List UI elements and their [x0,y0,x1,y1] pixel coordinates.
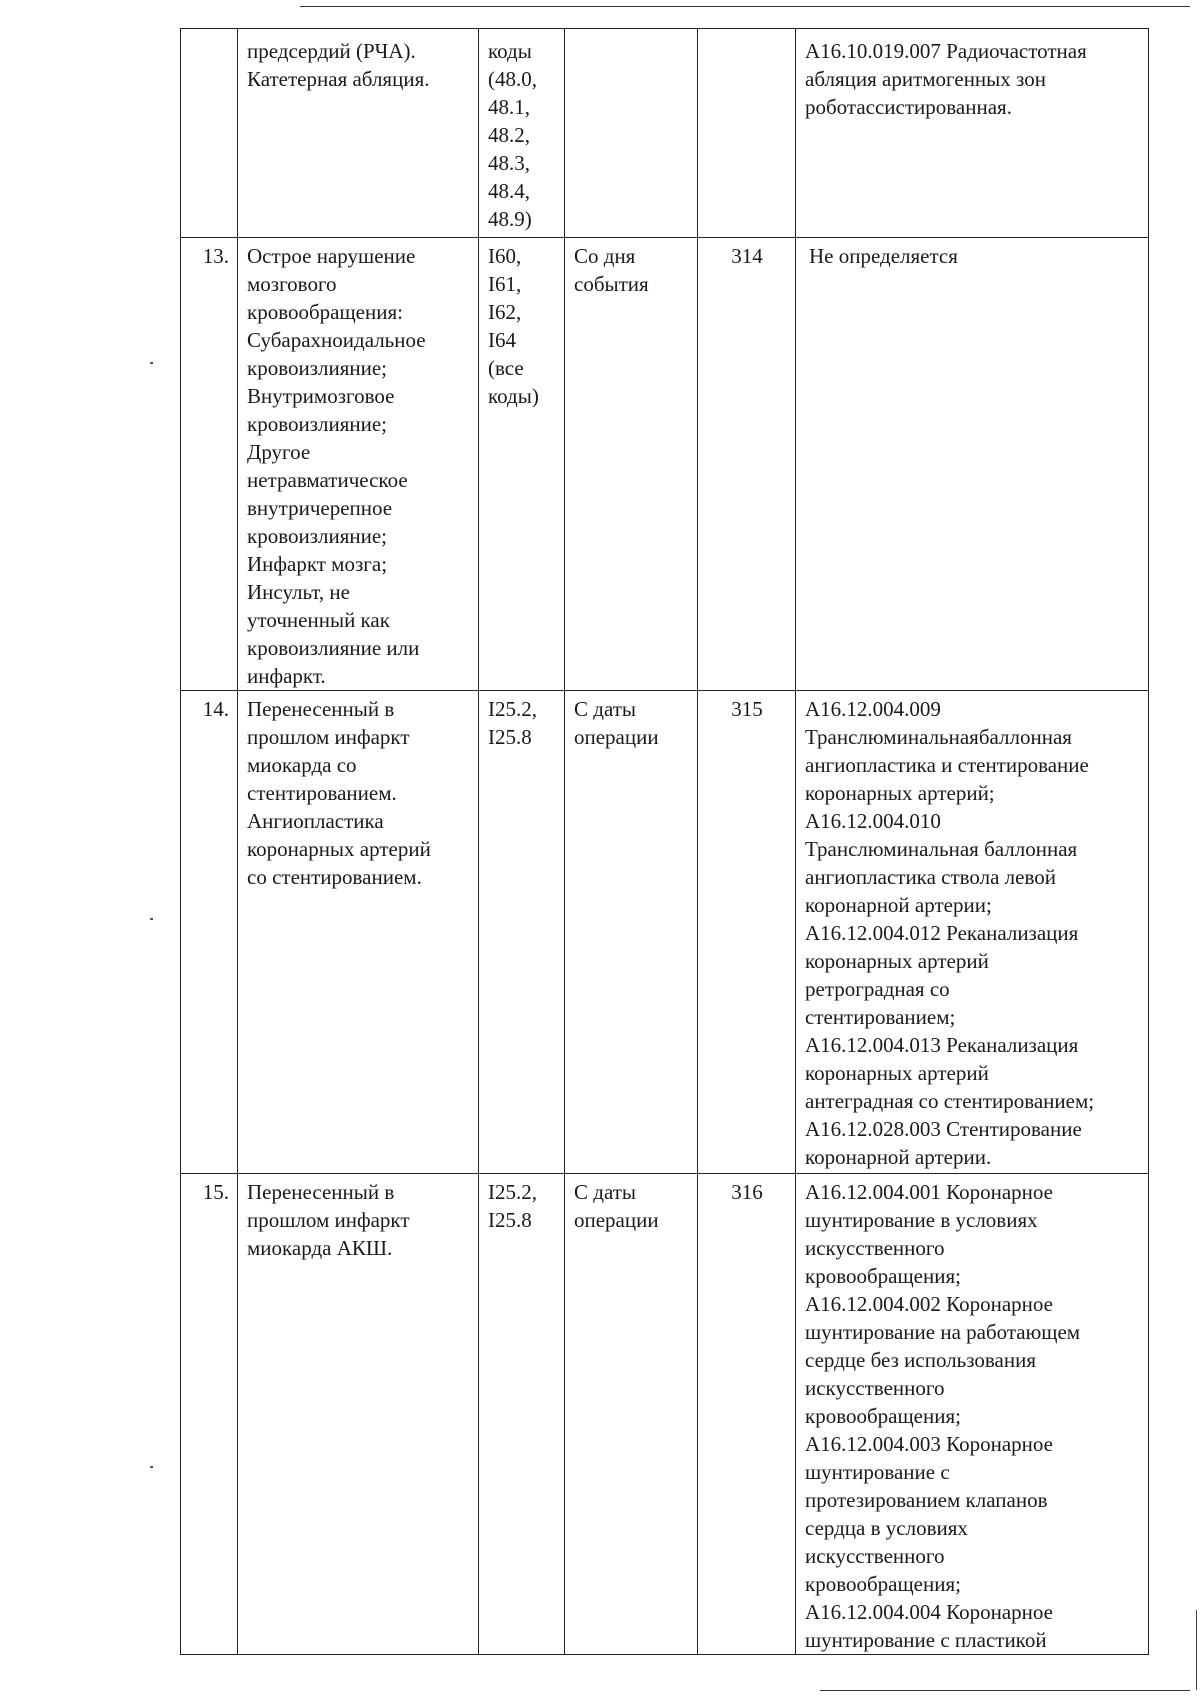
procedures-cell [796,238,1149,691]
diagnosis-line: предсердий (РЧА). [247,39,416,63]
procedure-line: A16.10.019.007 Радиочастотная [805,39,1087,63]
icd-codes-cell [479,238,565,691]
icd-codes-cell [479,1174,565,1655]
diagnosis-line: Субарахноидальное [247,328,426,352]
procedure-line: A16.12.004.002 Коронарное [805,1292,1054,1316]
diagnosis-line: Катетерная абляция. [247,67,430,91]
table-row [181,238,1149,691]
procedure-line: A16.12.004.004 Коронарное [805,1600,1054,1624]
row-id: 314 [698,238,796,691]
icd-code-line: (все [488,356,524,380]
diagnosis-line: миокарда АКШ. [247,1236,393,1260]
start-date-cell [565,238,698,691]
procedure-line: искусственного [805,1376,945,1400]
diagnosis-line: Инфаркт мозга; [247,552,388,576]
diagnosis-line: кровоизлияние; [247,524,388,548]
diagnosis-cell [238,691,479,1174]
procedure-line: A16.12.004.010 [805,809,941,833]
diagnosis-line: внутричерепное [247,496,393,520]
diagnosis-line: Инсульт, не [247,580,350,604]
icd-code-line: 48.3, [488,151,530,175]
diagnosis-line: стентированием. [247,781,397,805]
procedure-line: A16.12.004.012 Реканализация [805,921,1079,945]
icd-codes-cell [479,691,565,1174]
diagnosis-line: со стентированием. [247,865,422,889]
icd-code-line: (48.0, [488,67,537,91]
margin-speck [150,918,153,920]
diagnosis-line: Ангиопластика [247,809,384,833]
diagnosis-line: кровоизлияние или [247,636,420,660]
procedure-line: сердце без использования [805,1348,1036,1372]
procedure-line: A16.12.004.003 Коронарное [805,1432,1054,1456]
diagnosis-line: миокарда со [247,753,357,777]
row-number: 14. [181,691,238,1174]
procedure-line: шунтирование в условиях [805,1208,1038,1232]
row-number [181,29,238,238]
table-row [181,691,1149,1174]
procedure-line: коронарных артерий [805,1061,989,1085]
icd-code-line: 48.2, [488,123,530,147]
icd-code-line: I25.2, [488,1180,537,1204]
start-date-cell [565,29,698,238]
diagnosis-line: кровоизлияние; [247,356,388,380]
procedures-cell [796,691,1149,1174]
document-table [180,28,1149,1655]
diagnosis-cell [238,29,479,238]
procedure-line: стентированием; [805,1005,956,1029]
procedure-line: коронарных артерий; [805,781,995,805]
procedure-line: протезированием клапанов [805,1488,1048,1512]
procedure-line: A16.12.004.001 Коронарное [805,1180,1054,1204]
diagnosis-line: Другое [247,440,311,464]
start-date-line: операции [574,725,659,749]
procedure-line: коронарной артерии. [805,1145,992,1169]
procedure-line: Не определяется [809,244,958,268]
diagnosis-line: коронарных артерий [247,837,431,861]
procedure-line: антеградная со стентированием; [805,1089,1095,1113]
icd-code-line: I25.8 [488,1208,532,1232]
start-date-line: Со дня [574,244,636,268]
icd-code-line: I61, [488,272,522,296]
procedure-line: Транслюминальнаябаллонная [805,725,1072,749]
procedure-line: ангиопластика ствола левой [805,865,1056,889]
row-id [698,29,796,238]
diagnosis-line: мозгового [247,272,337,296]
procedure-line: A16.12.004.009 [805,697,941,721]
procedure-line: сердца в условиях [805,1516,968,1540]
row-number: 15. [181,1174,238,1655]
diagnosis-line: Перенесенный в [247,1180,395,1204]
scan-edge-top [300,6,1190,7]
procedure-line: искусственного [805,1236,945,1260]
scan-edge-bottom [820,1690,1190,1691]
icd-code-line: I62, [488,300,522,324]
diagnosis-line: Перенесенный в [247,697,395,721]
procedure-line: ангиопластика и стентирование [805,753,1089,777]
procedure-line: шунтирование на работающем [805,1320,1081,1344]
diagnosis-line: прошлом инфаркт [247,1208,410,1232]
diagnosis-line: инфаркт. [247,664,326,688]
icd-code-line: I25.2, [488,697,537,721]
start-date-cell [565,691,698,1174]
diagnosis-cell [238,1174,479,1655]
icd-code-line: коды [488,39,532,63]
row-id: 315 [698,691,796,1174]
procedure-line: ретроградная со [805,977,950,1001]
procedure-line: роботассистированная. [805,95,1012,119]
procedures-cell [796,1174,1149,1655]
start-date-cell [565,1174,698,1655]
diagnosis-line: нетравматическое [247,468,408,492]
diagnosis-line: кровоизлияние; [247,412,388,436]
start-date-line: события [574,272,649,296]
margin-speck [150,1466,153,1468]
procedure-line: шунтирование с пластикой [805,1628,1047,1652]
icd-code-line: 48.1, [488,95,530,119]
icd-code-line: коды) [488,384,539,408]
procedure-line: A16.12.004.013 Реканализация [805,1033,1079,1057]
procedure-line: абляция аритмогенных зон [805,67,1046,91]
start-date-line: С даты [574,1180,637,1204]
table-row [181,29,1149,238]
start-date-line: операции [574,1208,659,1232]
procedure-line: коронарных артерий [805,949,989,973]
diagnosis-cell [238,238,479,691]
table-row [181,1174,1149,1655]
icd-code-line: 48.4, [488,179,530,203]
diagnosis-line: Внутримозговое [247,384,395,408]
row-id: 316 [698,1174,796,1655]
icd-codes-cell [479,29,565,238]
procedure-line: шунтирование с [805,1460,950,1484]
start-date-line: С даты [574,697,637,721]
diagnosis-line: уточненный как [247,608,390,632]
icd-code-line: I60, [488,244,522,268]
procedure-line: кровообращения; [805,1264,961,1288]
row-number: 13. [181,238,238,691]
procedure-line: кровообращения; [805,1404,961,1428]
procedure-line: кровообращения; [805,1572,961,1596]
procedure-line: A16.12.028.003 Стентирование [805,1117,1082,1141]
procedures-cell [796,29,1149,238]
icd-code-line: I64 [488,328,516,352]
margin-speck [150,362,153,364]
diagnosis-line: Острое нарушение [247,244,416,268]
diagnosis-line: кровообращения: [247,300,403,324]
diagnosis-line: прошлом инфаркт [247,725,410,749]
procedure-line: коронарной артерии; [805,893,992,917]
scan-edge-right [1196,1610,1197,1690]
icd-code-line: 48.9) [488,207,532,231]
icd-code-line: I25.8 [488,725,532,749]
procedure-line: искусственного [805,1544,945,1568]
procedure-line: Транслюминальная баллонная [805,837,1078,861]
